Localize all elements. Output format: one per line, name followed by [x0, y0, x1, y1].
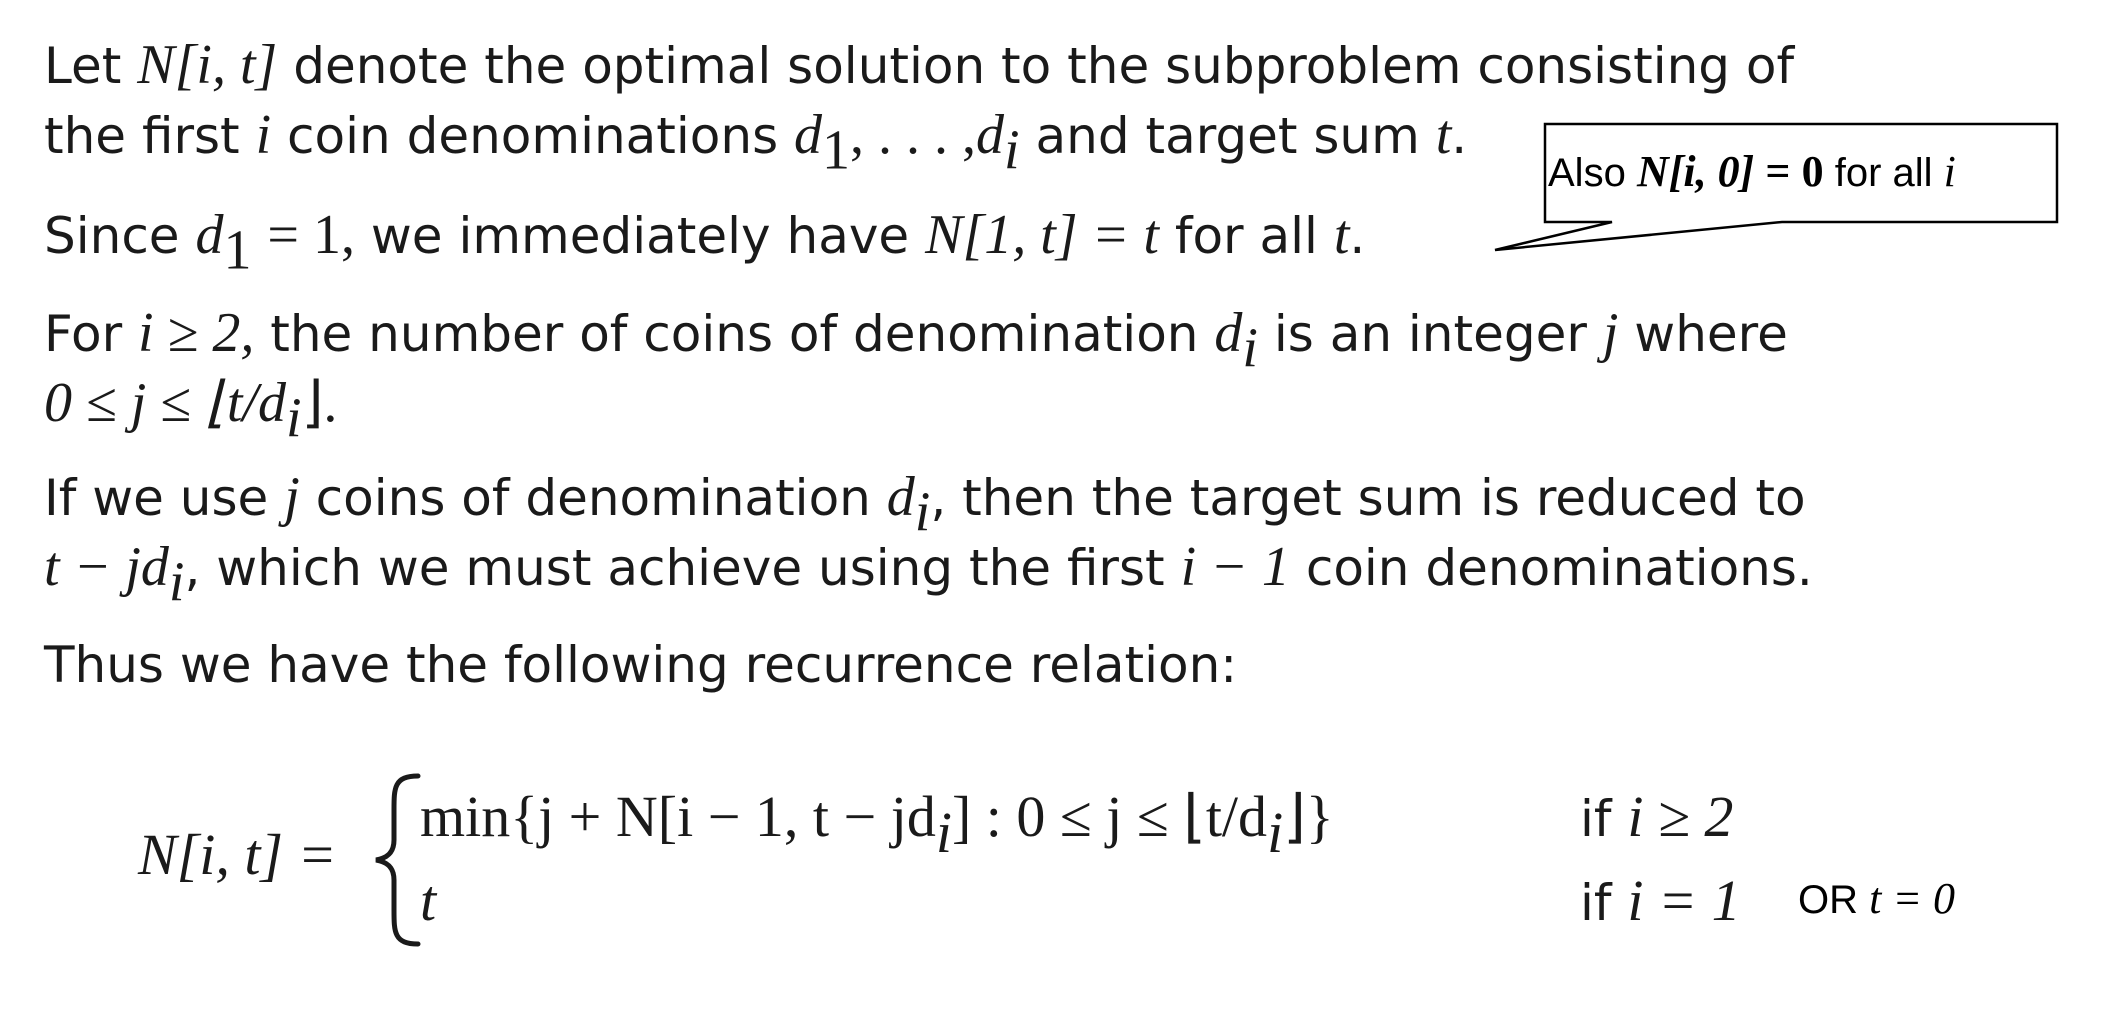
math-j: j [1602, 302, 1619, 364]
math-eq: = 1, [267, 204, 355, 266]
paragraph-4-line-1 [44, 466, 1806, 544]
text: coin denominations. [1305, 539, 1813, 597]
math-dots: , . . . , [850, 104, 977, 166]
math-sub-1: 1 [822, 119, 851, 182]
text: , [930, 469, 947, 527]
text: then the target sum is reduced to [962, 469, 1806, 527]
text: and target sum [1035, 107, 1420, 165]
math-t: t [420, 868, 437, 933]
math-sub-i: i [286, 387, 302, 450]
callout-text [1548, 144, 1956, 201]
math-expr: N[1, t] = t [925, 204, 1159, 266]
text: for all [1174, 207, 1318, 265]
text: For [44, 305, 123, 363]
recurrence-condition-1 [1580, 782, 1733, 854]
text: Also [1548, 151, 1626, 195]
math-t-eq-0: t = 0 [1869, 874, 1956, 923]
math-N: N [137, 34, 175, 96]
math-sub-i: i [1267, 800, 1284, 866]
paragraph-3-line-2 [44, 372, 338, 450]
math-expr: i − 1 [1180, 536, 1290, 598]
recurrence-case-2 [420, 866, 436, 936]
math-j: j [284, 466, 300, 528]
math-d: d [794, 104, 823, 166]
text: . [1349, 207, 1366, 265]
text: which we must achieve using the first [216, 539, 1165, 597]
text: if [1580, 790, 1612, 848]
math-cond: i ≥ 2, [138, 302, 255, 364]
math-range: 0 ≤ j ≤ ⌊t/d [44, 372, 286, 434]
text: , [184, 539, 201, 597]
paragraph-1-line-2 [44, 104, 1468, 182]
math-t: t [1435, 104, 1452, 166]
text: Let [44, 37, 122, 95]
text: denote the optimal solution to the subproblem consisting of [293, 37, 1795, 95]
math-t: t [1333, 204, 1350, 266]
text: If we use [44, 469, 269, 527]
paragraph-5: Thus we have the following recurrence relation: [44, 636, 1238, 694]
recurrence-lhs [138, 820, 337, 890]
math-sub-i: i [168, 551, 185, 614]
paragraph-4-line-2 [44, 536, 1813, 614]
math-cond: i ≥ 2 [1627, 784, 1734, 849]
math-sub-i: i [1004, 119, 1020, 182]
math-case-1: min{j + N[i − 1, t − jd [420, 784, 936, 849]
math-i: i [255, 104, 272, 166]
math-d: d [886, 466, 915, 528]
math-eq: = [1765, 147, 1791, 196]
text: is an integer [1273, 305, 1587, 363]
math-sub-i: i [935, 800, 952, 866]
text: coin denominations [287, 107, 779, 165]
paragraph-3-line-1 [44, 302, 1788, 380]
recurrence-condition-2 [1580, 866, 1741, 938]
math-sub-i: i [914, 481, 931, 544]
text: OR [1798, 878, 1858, 922]
text: Since [44, 207, 180, 265]
text: . [1451, 107, 1468, 165]
text: if [1580, 874, 1612, 932]
math-case-1: ] : 0 ≤ j ≤ ⌊t/d [951, 784, 1268, 849]
text: the number of coins of denomination [270, 305, 1199, 363]
math-case-1: ⌋} [1283, 784, 1334, 849]
text: the first [44, 107, 240, 165]
math-sub-1: 1 [223, 219, 252, 282]
math-expr: t − jd [44, 536, 169, 598]
paragraph-1-line-1 [44, 34, 1794, 97]
math-lhs: N[i, t] = [138, 822, 337, 887]
math-zero: 0 [1801, 147, 1824, 196]
math-floor-close: ⌋. [301, 372, 338, 434]
or-note [1798, 869, 1955, 930]
math-N-i-0: N[i, 0] [1636, 147, 1755, 196]
text: where [1634, 305, 1788, 363]
paragraph-2 [44, 204, 1366, 282]
math-sub-i: i [1242, 317, 1258, 380]
math-i-t: [i, t] [174, 34, 278, 96]
text: we immediately have [370, 207, 910, 265]
math-d: d [195, 204, 224, 266]
recurrence-case-1 [420, 782, 1334, 866]
text: coins of denomination [315, 469, 871, 527]
math-d: d [976, 104, 1005, 166]
text: for all [1834, 151, 1933, 195]
math-d: d [1214, 302, 1243, 364]
math-i: i [1943, 147, 1956, 196]
math-cond: i = 1 [1627, 868, 1741, 933]
